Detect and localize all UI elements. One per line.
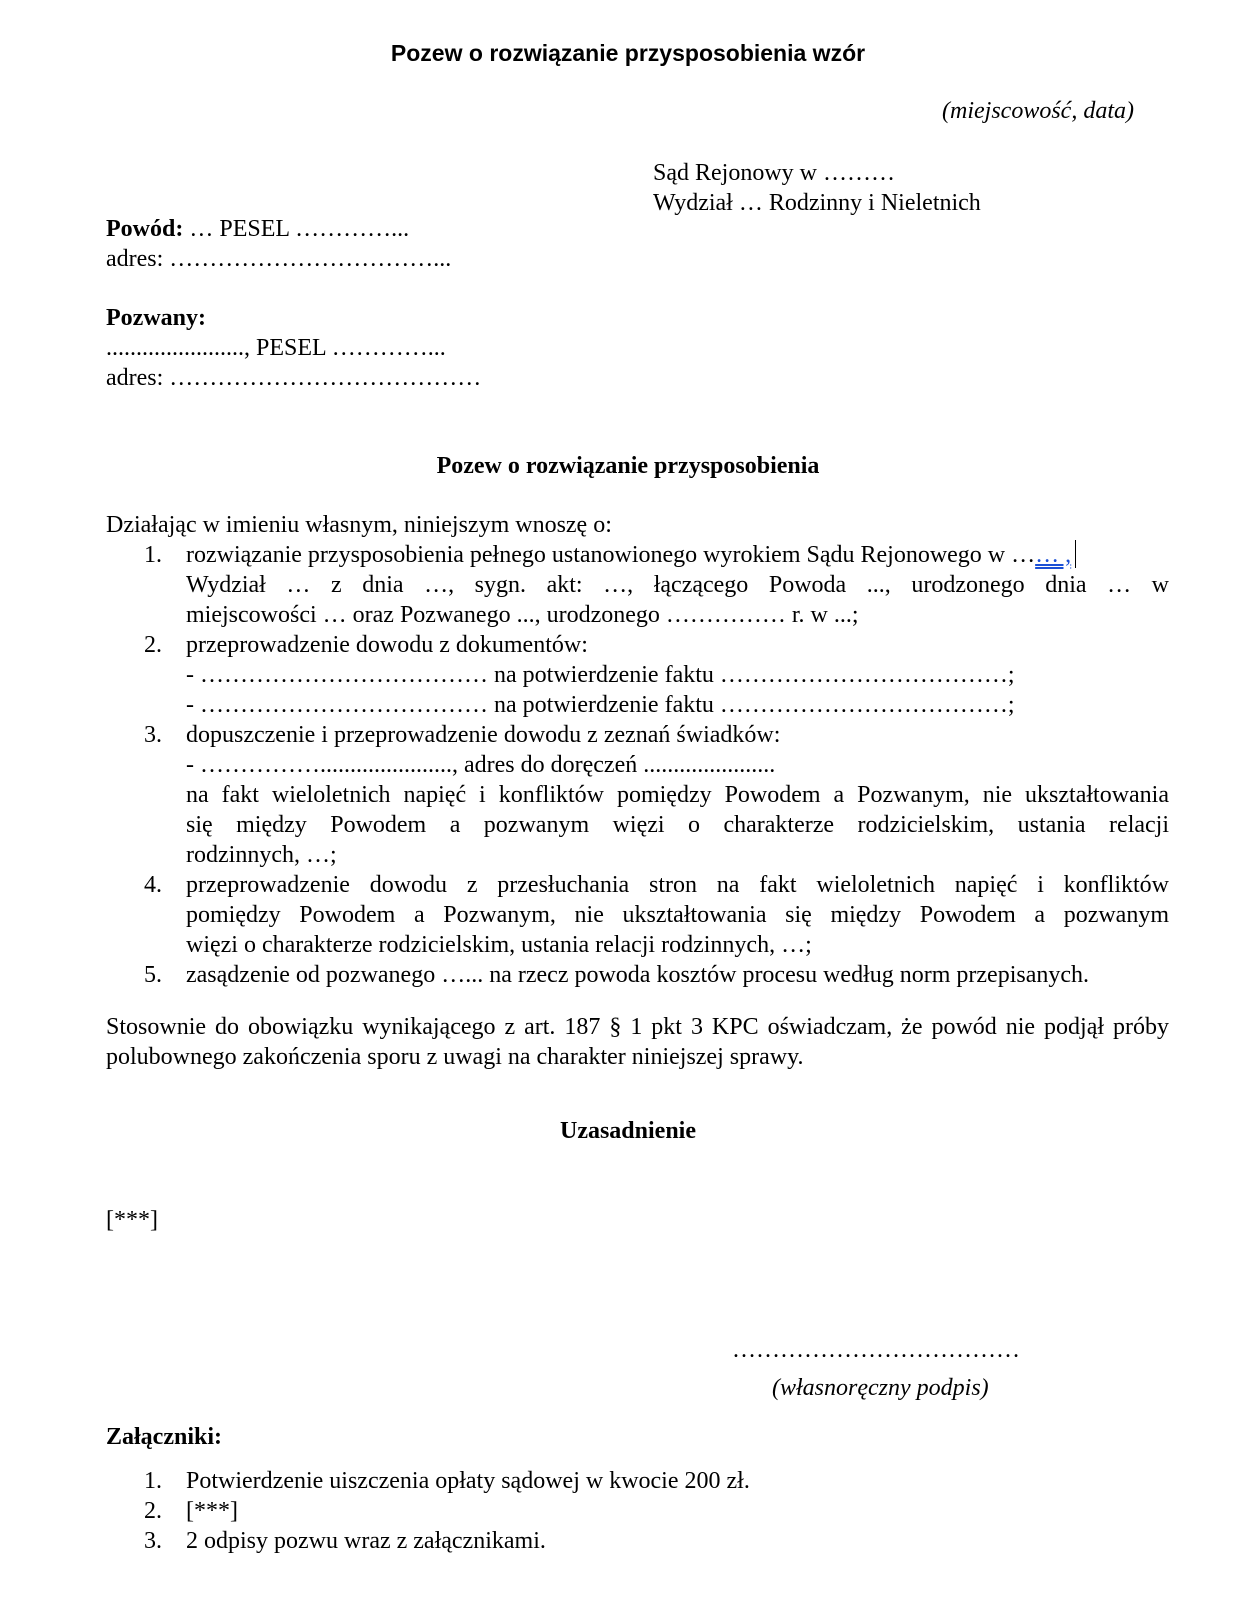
- plaintiff-address: adres: ……………………………...: [106, 246, 452, 272]
- signature-label: (własnoręczny podpis): [772, 1375, 989, 1401]
- court-division: Wydział … Rodzinny i Nieletnich: [653, 190, 981, 216]
- court-block: [653, 158, 981, 218]
- requests-list: [106, 540, 1169, 990]
- attachment-item: 1. Potwierdzenie uiszczenia opłaty sądowej w kwocie 200 zł.: [144, 1468, 750, 1494]
- defendant-label: Pozwany:: [106, 305, 206, 331]
- text-cursor: [1075, 540, 1076, 568]
- plaintiff-pesel: … PESEL …………...: [183, 216, 410, 242]
- request-item: 1. rozwiązanie przysposobienia pełnego ustanowionego wyrokiem Sądu Rejonowego w …… , Wydział … z dnia …, sygn. akt: …, łączącego Powoda ..., urodzonego dnia … w miejscowości … oraz Pozwanego ..., urodzonego …………… r. w ...;: [144, 542, 1169, 628]
- defendant-address: adres: …………………………………: [106, 365, 482, 391]
- signature-line: ………………………………: [732, 1337, 1020, 1363]
- document-title: Pozew o rozwiązanie przysposobienia wzór: [390, 40, 866, 66]
- hyperlink-placeholder[interactable]: … ,: [1035, 542, 1072, 568]
- justification-heading: Uzasadnienie: [559, 1118, 696, 1144]
- claim-heading: Pozew o rozwiązanie przysposobienia: [436, 453, 820, 479]
- attachment-item: 3. 2 odpisy pozwu wraz z załącznikami.: [144, 1528, 546, 1554]
- attachment-item: 2. [***]: [144, 1498, 238, 1524]
- plaintiff-block: [106, 214, 451, 274]
- mediation-statement: Stosownie do obowiązku wynikającego z art. 187 § 1 pkt 3 KPC oświadczam, że powód nie podjął próby polubownego zakończenia sporu z uwagi na charakter niniejszej sprawy.: [106, 1014, 1169, 1070]
- defendant-block: [106, 303, 481, 393]
- request-item: 5. zasądzenie od pozwanego …... na rzecz powoda kosztów procesu według norm przepisanych.: [144, 962, 1089, 988]
- request-item: 4. przeprowadzenie dowodu z przesłuchania stron na fakt wieloletnich napięć i konfliktów pomiędzy Powodem a Pozwanym, nie ukształtowania się między Powodem a pozwanym więzi o charakterze rodzicielskim, ustania relacji rodzinnych, …;: [144, 872, 1169, 958]
- place-date-placeholder: (miejscowość, data): [942, 98, 1134, 124]
- defendant-pesel: ......................., PESEL …………...: [106, 335, 446, 361]
- request-item: 3. dopuszczenie i przeprowadzenie dowodu z zeznań świadków: - ……………......................, adres do doręczeń ...................... na fakt wieloletnich napięć i konfliktów pomiędzy Powodem a Pozwanym, nie ukształtowania się między Powodem a pozwanym więzi o charakterze rodzicielskim, ustania relacji rodzinnych, …;: [144, 722, 1169, 868]
- intro-text: Działając w imieniu własnym, niniejszym wnoszę o:: [106, 512, 612, 538]
- justification-placeholder: [***]: [106, 1207, 158, 1233]
- request-item: 2. przeprowadzenie dowodu z dokumentów: - ……………………………… na potwierdzenie faktu ………………………………; - ……………………………… na potwierdzenie faktu ………………………………;: [144, 632, 1015, 718]
- attachments-heading: Załączniki:: [106, 1424, 223, 1450]
- court-name: Sąd Rejonowy w ………: [653, 160, 895, 186]
- attachments-list: [106, 1466, 1006, 1556]
- plaintiff-label: Powód:: [106, 216, 184, 242]
